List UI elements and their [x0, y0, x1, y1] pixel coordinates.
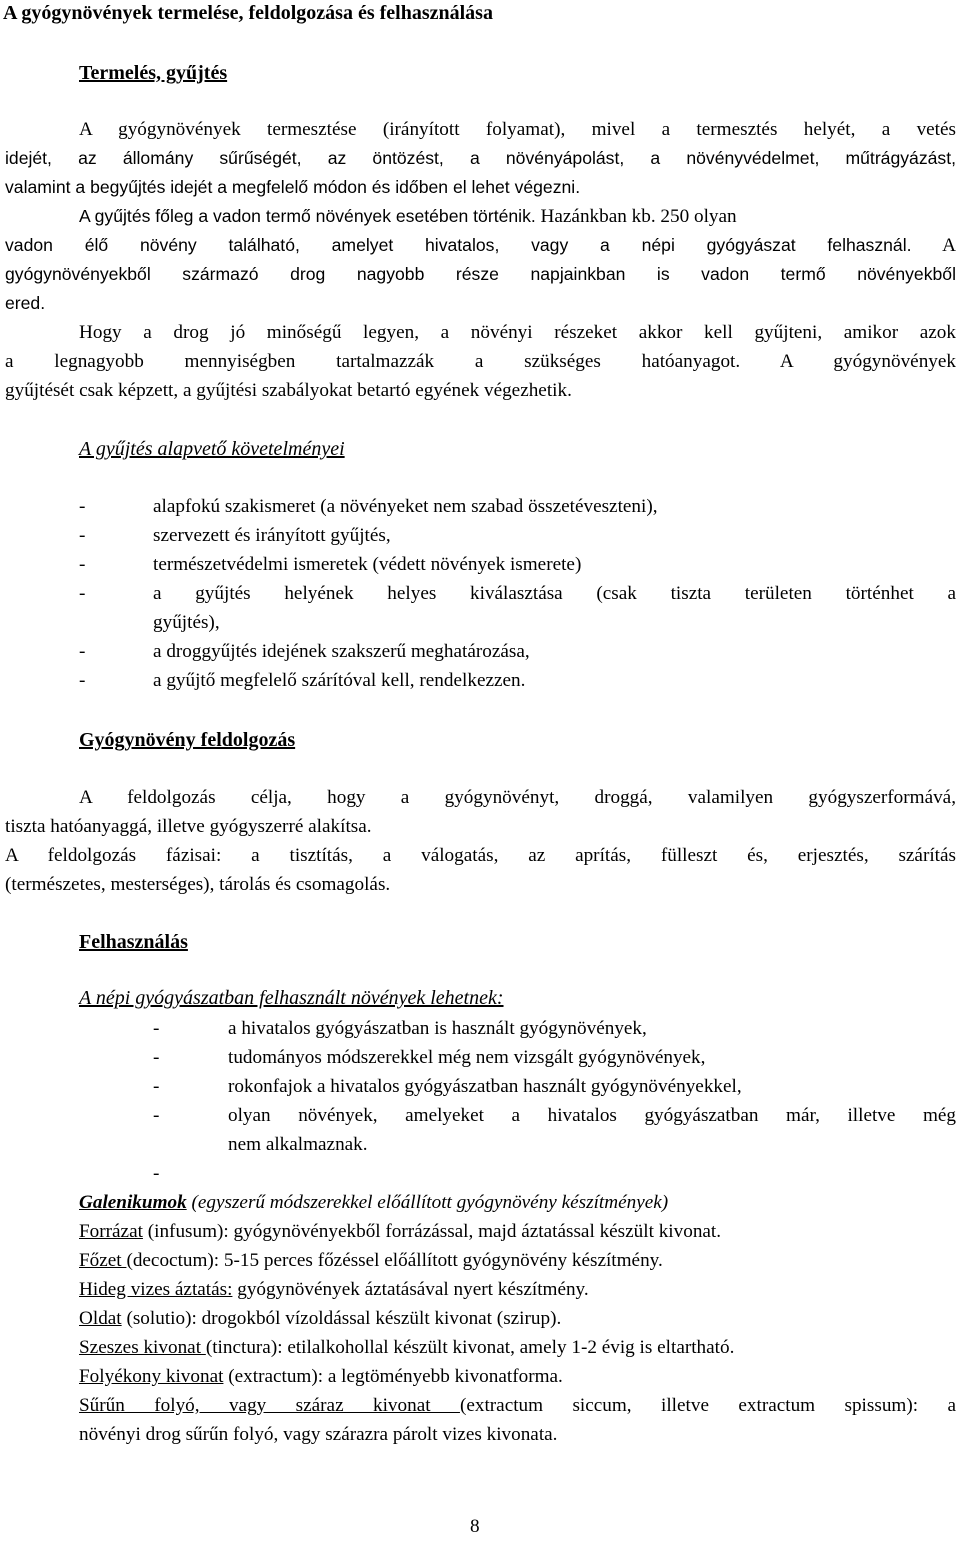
felhasznalas-item: tudományos módszerekkel még nem vizsgált gyógynövények,: [228, 1047, 706, 1068]
kovetelmeny-item: természetvédelmi ismeretek (védett növények ismerete): [153, 554, 582, 575]
definition-row: [79, 1333, 734, 1362]
definition-text: (extractum): a legtöményebb kivonatforma.: [223, 1366, 563, 1387]
subheading-nepi-gyogyaszat: A népi gyógyászatban felhasznált növények lehetnek:: [79, 987, 504, 1009]
termeles-p2-line3: gyógynövényekből származó drog nagyobb része napjainkban is vadon termő növényekből: [5, 264, 956, 284]
definition-text: (solutio): drogokból vízoldással készült kivonat (szirup).: [121, 1308, 562, 1329]
list-dash: -: [79, 670, 86, 691]
list-dash: -: [153, 1047, 160, 1068]
definition-term: Forrázat: [79, 1221, 143, 1242]
definition-term: Oldat: [79, 1308, 122, 1329]
termeles-p1-line1: A gyógynövények termesztése (irányított folyamat), mivel a termesztés helyét, a vetés: [79, 119, 956, 140]
felhasznalas-item-cont: nem alkalmaznak.: [228, 1134, 368, 1155]
heading-kovetelmenyek: A gyűjtés alapvető követelményei: [79, 438, 345, 460]
page-title: A gyógynövények termelése, feldolgozása és felhasználása: [3, 2, 493, 24]
termeles-p3-line2: a legnagyobb mennyiségben tartalmazzák a szükséges hatóanyagot. A gyógynövények: [5, 351, 956, 372]
definition-term: Hideg vizes áztatás:: [79, 1279, 233, 1300]
termeles-p3-line3: gyűjtését csak képzett, a gyűjtési szabályokat betartó egyének végezhetik.: [5, 380, 572, 401]
felhasznalas-item: a hivatalos gyógyászatban is használt gyógynövények,: [228, 1018, 647, 1039]
galenikumok-term: Galenikumok: [79, 1192, 187, 1213]
definition-row: [79, 1246, 663, 1275]
feldolgozas-p2-line2: (természetes, mesterséges), tárolás és csomagolás.: [5, 874, 391, 895]
definition-text: (decoctum): 5-15 perces főzéssel előállított gyógynövény készítmény.: [126, 1250, 663, 1271]
termeles-p2-line2-serif: A: [911, 235, 956, 256]
list-dash: -: [153, 1076, 160, 1097]
list-dash: -: [79, 496, 86, 517]
definition-text: gyógynövények áztatásával nyert készítmény.: [232, 1279, 589, 1300]
galenikumok-desc: (egyszerű módszerekkel előállított gyógynövény készítmények): [186, 1192, 669, 1213]
termeles-p2-line1-serif: Hazánkban kb. 250 olyan: [535, 206, 737, 227]
kovetelmeny-item-cont: gyűjtés),: [153, 612, 220, 633]
list-dash: -: [153, 1163, 160, 1184]
list-dash: -: [79, 525, 86, 546]
definition-row: [79, 1275, 589, 1304]
termeles-p2-line2-sans: vadon élő növény található, amelyet hivatalos, vagy a népi gyógyászat felhasznál.: [5, 235, 912, 255]
kovetelmeny-item: szervezett és irányított gyűjtés,: [153, 525, 391, 546]
definition-row: [79, 1217, 721, 1246]
definition-term: Szeszes kivonat: [79, 1337, 206, 1358]
termeles-p2-line4: ered.: [5, 293, 46, 313]
felhasznalas-item: olyan növények, amelyeket a hivatalos gyógyászatban már, illetve még: [228, 1105, 956, 1126]
definition-text: (extractum siccum, illetve extractum spissum): a: [459, 1395, 956, 1416]
kovetelmeny-item: a gyűjtés helyének helyes kiválasztása (csak tiszta területen történhet a: [153, 583, 956, 604]
termeles-p1-line3: valamint a begyűjtés idejét a megfelelő módon és időben el lehet végezni.: [5, 177, 581, 197]
feldolgozas-p1-line1: A feldolgozás célja, hogy a gyógynövényt, droggá, valamilyen gyógyszerformává,: [79, 787, 956, 808]
kovetelmeny-item: alapfokú szakismeret (a növényeket nem szabad összetéveszteni),: [153, 496, 658, 517]
termeles-p1-line2: idejét, az állomány sűrűségét, az öntözést, a növényápolást, a növényvédelmet, műtrágyázást,: [5, 148, 956, 168]
feldolgozas-p1-line2: tiszta hatóanyaggá, illetve gyógyszerré alakítsa.: [5, 816, 372, 837]
list-dash: -: [153, 1018, 160, 1039]
kovetelmeny-item: a droggyűjtés idejének szakszerű meghatározása,: [153, 641, 530, 662]
termeles-p3-line1: Hogy a drog jó minőségű legyen, a növényi részeket akkor kell gyűjteni, amikor azok: [79, 322, 956, 343]
definition-term: Folyékony kivonat: [79, 1366, 224, 1387]
list-dash: -: [79, 583, 86, 604]
feldolgozas-p2-line1: A feldolgozás fázisai: a tisztítás, a válogatás, az aprítás, fülleszt és, erjesztés, szárítás: [5, 845, 956, 866]
galenikumok-line: [79, 1188, 668, 1217]
list-dash: -: [79, 554, 86, 575]
definition-row: [79, 1391, 956, 1420]
list-dash: -: [153, 1105, 160, 1126]
termeles-p2-line1-sans: A gyűjtés főleg a vadon termő növények esetében történik.: [79, 206, 536, 226]
kovetelmeny-item: a gyűjtő megfelelő szárítóval kell, rendelkezzen.: [153, 670, 526, 691]
definition-term: Sűrűn folyó, vagy száraz kivonat: [79, 1395, 460, 1416]
list-dash: -: [79, 641, 86, 662]
definition-row: [79, 1304, 561, 1333]
heading-feldolgozas: Gyógynövény feldolgozás: [79, 729, 296, 751]
definition-row: [79, 1362, 563, 1391]
heading-felhasznalas: Felhasználás: [79, 931, 188, 953]
termeles-p2-line2: [5, 231, 956, 260]
definition-text: (tinctura): etilalkohollal készült kivonat, amely 1-2 évig is eltartható.: [205, 1337, 735, 1358]
termeles-p2-line1a: [79, 202, 737, 231]
definition-last-line: növényi drog sűrűn folyó, vagy szárazra párolt vizes kivonata.: [79, 1424, 558, 1445]
definition-term: Főzet: [79, 1250, 127, 1271]
definition-text: (infusum): gyógynövényekből forrázással, majd áztatással készült kivonat.: [142, 1221, 722, 1242]
felhasznalas-item: rokonfajok a hivatalos gyógyászatban használt gyógynövényekkel,: [228, 1076, 742, 1097]
heading-termeles: Termelés, gyűjtés: [79, 62, 228, 84]
page-number: 8: [470, 1516, 480, 1537]
